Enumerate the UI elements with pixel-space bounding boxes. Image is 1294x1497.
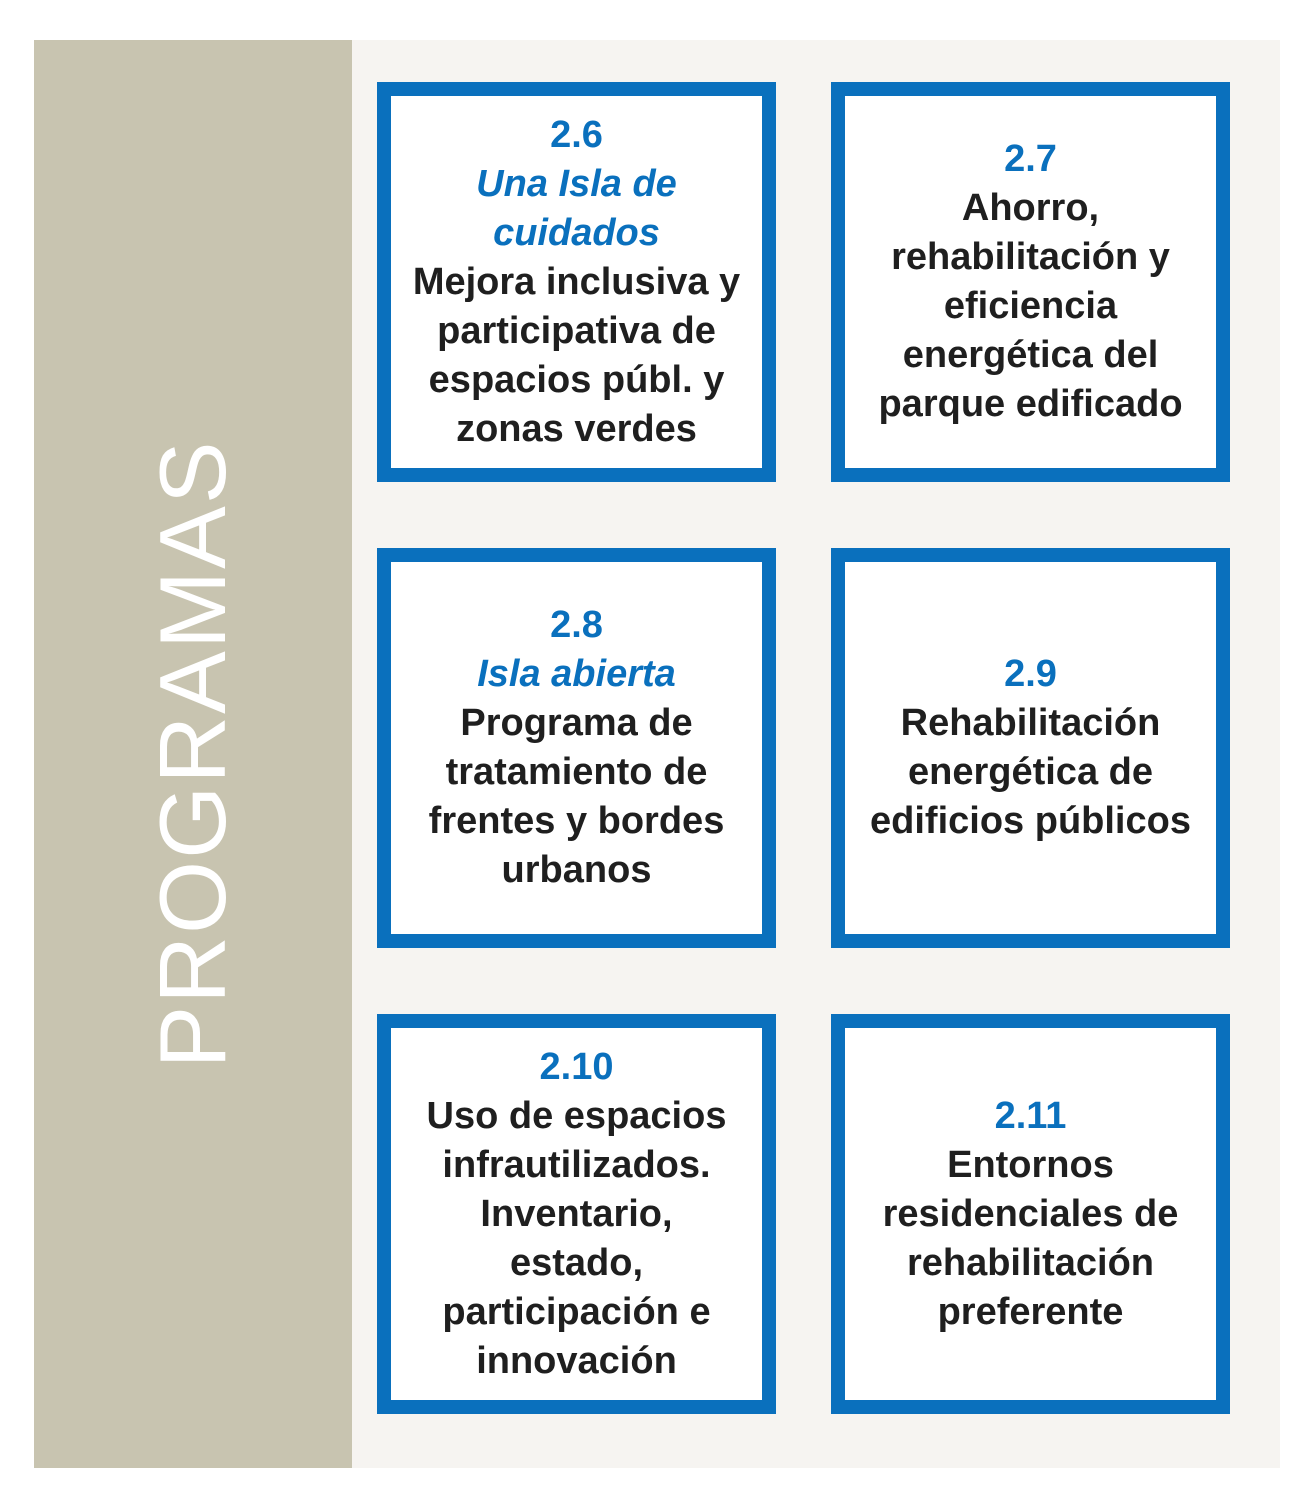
program-description: Entornos residenciales de rehabilitación preferente <box>882 1143 1179 1333</box>
program-description: Programa de tratamiento de frentes y bordes urbanos <box>428 702 725 891</box>
program-number: 2.7 <box>1004 138 1057 180</box>
program-card-2-9 <box>831 548 1230 948</box>
program-number: 2.8 <box>550 604 603 646</box>
program-description: Uso de espacios infrautilizados. Inventario, estado, participación e innovación <box>426 1094 727 1382</box>
sidebar-title: PROGRAMAS <box>140 439 245 1069</box>
program-card-2-10 <box>377 1014 776 1414</box>
program-subtitle: Una Isla de cuidados <box>476 162 677 254</box>
program-card-2-6 <box>377 82 776 482</box>
program-description: Mejora inclusiva y participativa de espacios públ. y zonas verdes <box>412 260 741 450</box>
program-subtitle: Isla abierta <box>477 653 676 695</box>
program-card-2-8 <box>377 548 776 948</box>
program-number: 2.10 <box>539 1045 614 1088</box>
program-description: Ahorro, rehabilitación y eficiencia energética del parque edificado <box>878 187 1183 425</box>
program-card-2-11 <box>831 1014 1230 1414</box>
program-number: 2.6 <box>550 113 603 156</box>
program-card-2-7 <box>831 82 1230 482</box>
sidebar <box>34 40 352 1468</box>
program-number: 2.11 <box>994 1094 1067 1137</box>
program-description: Rehabilitación energética de edificios públicos <box>870 702 1191 842</box>
program-number: 2.9 <box>1004 653 1057 695</box>
